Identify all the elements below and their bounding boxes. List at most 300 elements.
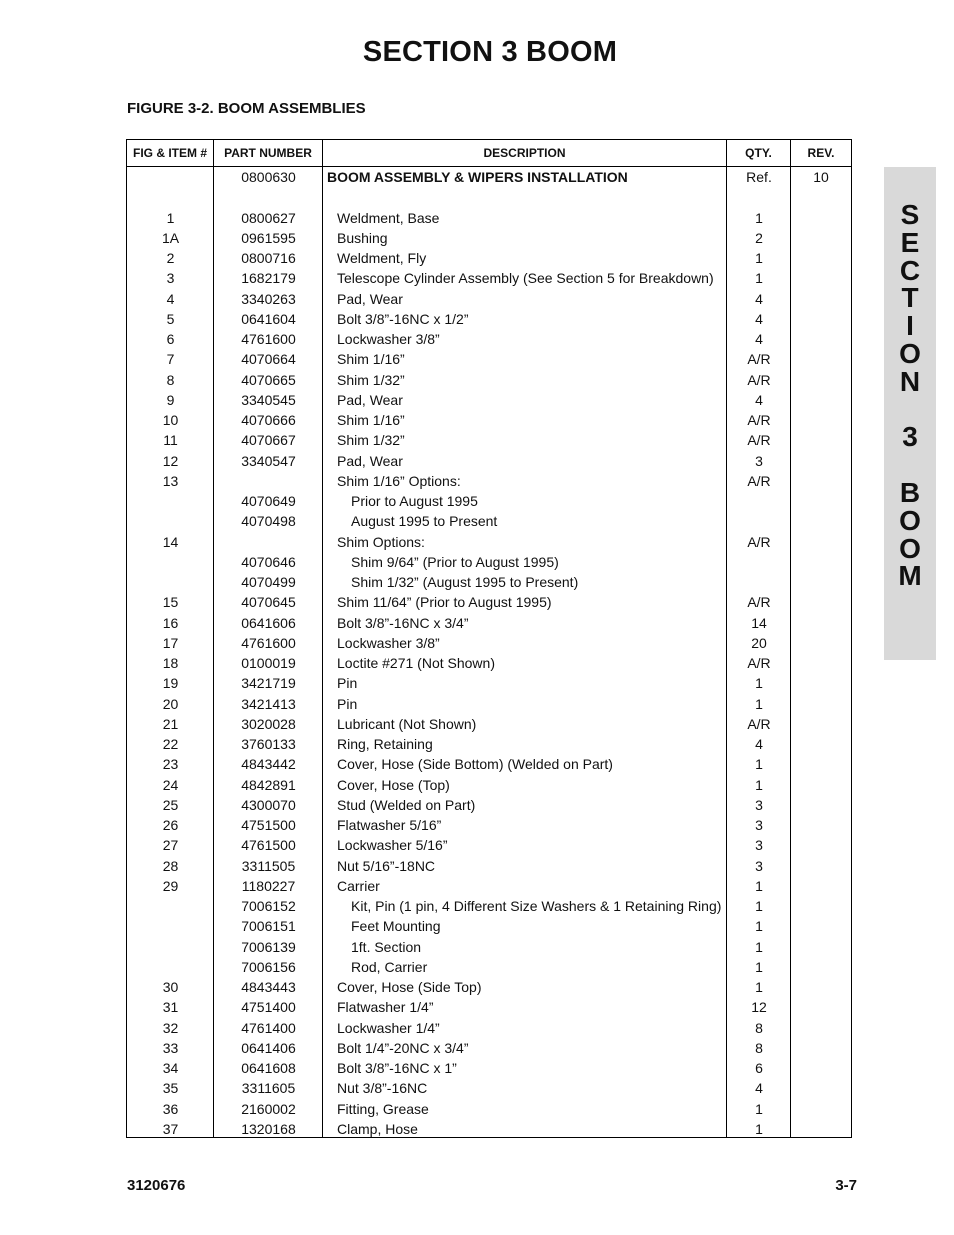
part-number-cell: 1320168 [241,1120,296,1137]
table-row [127,734,851,754]
table-row [127,795,851,815]
description-cell: Bolt 1/4”-20NC x 3/4” [337,1039,469,1056]
rev-cell [791,754,851,774]
description-cell: Shim 1/16” [337,412,405,428]
rev-cell [791,734,851,754]
qty-cell: 4 [755,391,763,408]
description-cell: Shim 11/64” (Prior to August 1995) [337,594,552,611]
column-divider [322,167,323,1137]
rev-cell [791,1099,851,1119]
item-number-cell: 13 [162,472,179,489]
table-row [127,511,851,531]
item-number-cell: 1 [166,209,175,226]
item-number-cell: 32 [162,1019,179,1036]
description-cell: Pad, Wear [337,391,403,408]
part-number-cell: 0800716 [241,250,296,266]
figure-title: FIGURE 3-2. BOOM ASSEMBLIES [127,100,366,117]
rev-cell [791,370,851,390]
section-tab [884,167,936,660]
rev-cell [791,653,851,673]
qty-cell: A/R [747,412,771,428]
description-cell: Weldment, Base [337,209,440,226]
rev-cell [791,248,851,268]
description-cell: Lockwasher 3/8” [337,331,440,347]
description-cell [323,187,727,207]
rev-cell [791,390,851,410]
table-row [127,957,851,977]
rev-cell [791,896,851,916]
item-number-cell [127,896,214,916]
item-number-cell: 18 [162,655,179,671]
rev-cell [791,957,851,977]
page-title: SECTION 3 BOOM [362,36,618,68]
item-number-cell: 7 [166,351,175,368]
table-row [127,471,851,491]
table-row [127,1038,851,1058]
description-cell: Flatwasher 1/4” [337,999,434,1016]
qty-cell: 1 [755,250,763,266]
qty-cell: 3 [755,452,763,469]
qty-cell: 8 [755,1039,763,1056]
qty-cell: A/R [747,715,771,732]
column-header-description: DESCRIPTION [323,140,727,166]
qty-cell: 3 [755,796,763,813]
qty-cell [727,491,791,511]
qty-cell: 3 [755,817,763,833]
item-number-cell: 22 [162,736,179,752]
qty-cell: 4 [755,1080,763,1097]
rev-cell [791,309,851,329]
item-number-cell: 21 [162,715,179,732]
item-number-cell: 3 [166,270,175,287]
part-number-cell: 1180227 [241,877,296,894]
item-number-cell: 24 [162,776,179,793]
qty-cell: 8 [755,1019,763,1036]
description-cell: Pad, Wear [337,290,403,307]
column-divider [213,167,214,1137]
description-cell: Cover, Hose (Top) [337,776,450,793]
rev-cell [791,1038,851,1058]
table-row [127,633,851,653]
section-tab-letter: N [899,365,921,397]
description-cell: Rod, Carrier [351,958,428,975]
part-number-cell: 7006139 [241,938,296,955]
qty-cell: 1 [755,1100,763,1117]
part-number-cell: 4070664 [241,351,296,368]
table-row [127,775,851,795]
rev-cell [791,511,851,531]
item-number-cell: 33 [162,1039,179,1056]
section-tab-letter: C [899,254,921,286]
rev-cell [791,876,851,896]
table-row [127,1058,851,1078]
item-number-cell: 30 [162,979,179,995]
description-cell: Loctite #271 (Not Shown) [337,655,495,671]
table-row [127,694,851,714]
rev-cell [791,997,851,1017]
rev-cell [791,613,851,633]
item-number-cell: 9 [166,391,175,408]
table-row [127,167,851,187]
rev-cell [791,289,851,309]
table-rows [127,167,851,1139]
section-tab-letter: B [899,476,921,508]
description-cell: Flatwasher 5/16” [337,817,442,833]
part-number-cell: 0800630 [241,169,296,185]
rev-cell [791,532,851,552]
section-tab-letter: O [899,532,921,564]
part-number-cell: 0961595 [241,229,296,246]
rev-cell [791,329,851,349]
table-row [127,592,851,612]
qty-cell: 4 [755,736,763,752]
description-cell: 1ft. Section [351,938,422,955]
description-cell: Pin [337,675,358,692]
part-number-cell: 4070667 [241,432,296,449]
item-number-cell: 20 [162,695,179,712]
table-row [127,289,851,309]
section-tab-letter: S [900,199,920,230]
description-cell: Nut 5/16”-18NC [337,857,436,874]
part-number-cell: 4070646 [241,553,296,570]
description-cell: Carrier [337,877,380,894]
item-number-cell [127,491,214,511]
part-number-cell: 4761500 [241,837,296,854]
section-tab-spacer [884,396,936,424]
description-cell: Shim 1/16” Options: [337,472,461,489]
item-number-cell: 2 [166,250,175,266]
description-cell: Shim 1/32” [337,371,405,388]
rev-cell [791,1058,851,1078]
rev-cell [791,187,851,207]
rev-cell [791,451,851,471]
table-body [127,167,851,1137]
description-cell: Bolt 3/8”-16NC x 1/2” [337,310,469,327]
rev-cell [791,208,851,228]
column-divider [790,167,791,1137]
section-tab-letter: I [906,310,914,342]
column-header-qty: QTY. [727,140,791,166]
rev-cell [791,1018,851,1038]
description-cell: Lubricant (Not Shown) [337,715,477,732]
qty-cell: A/R [747,594,771,611]
part-number-cell: 3340547 [241,452,296,469]
table-row [127,653,851,673]
table-row [127,1018,851,1038]
table-row [127,248,851,268]
description-cell: Ring, Retaining [337,736,433,752]
rev-cell [791,471,851,491]
item-number-cell [127,937,214,957]
qty-cell [727,511,791,531]
rev-cell [791,552,851,572]
rev-cell [791,694,851,714]
part-number-cell: 4761600 [241,634,296,651]
qty-cell [727,187,791,207]
rev-cell [791,410,851,430]
description-cell: Pin [337,695,358,712]
qty-cell: 4 [755,310,763,327]
part-number-cell: 1682179 [241,270,296,287]
qty-cell: 20 [751,634,767,651]
rev-cell [791,937,851,957]
part-number-cell: 4070649 [241,493,296,509]
table-row [127,1099,851,1119]
description-cell: Shim 1/32” (August 1995 to Present) [351,574,579,590]
part-number-cell: 4842891 [241,776,296,793]
part-number-cell: 0100019 [241,655,296,671]
description-cell: Shim Options: [337,533,425,550]
description-cell: Shim 9/64” (Prior to August 1995) [351,553,559,570]
description-cell: Prior to August 1995 [351,493,478,509]
table-row [127,208,851,228]
qty-cell: 1 [755,776,763,793]
part-number-cell: 0641406 [241,1039,296,1056]
description-cell: August 1995 to Present [351,513,498,530]
qty-cell: A/R [747,371,771,388]
description-cell: Stud (Welded on Part) [337,796,476,813]
table-row [127,896,851,916]
description-cell: Lockwasher 3/8” [337,634,440,651]
qty-cell: 1 [755,938,763,955]
qty-cell: 6 [755,1060,763,1076]
table-row [127,329,851,349]
table-row [127,754,851,774]
part-number-cell [214,471,323,491]
part-number-cell: 3020028 [241,715,296,732]
rev-cell [791,349,851,369]
part-number-cell: 4070666 [241,412,296,428]
part-number-cell: 7006151 [241,918,296,935]
part-number-cell: 3311505 [241,857,296,874]
part-number-cell: 0641604 [241,310,296,327]
table-row [127,228,851,248]
column-header-rev: REV. [807,146,835,160]
description-cell: Shim 1/32” [337,432,405,449]
description-cell: Bushing [337,229,388,246]
item-number-cell: 35 [162,1080,179,1097]
rev-cell [791,835,851,855]
table-row [127,451,851,471]
table-row [127,187,851,207]
rev-cell [791,228,851,248]
item-number-cell [127,187,214,207]
column-header-part-number: PART NUMBER [214,140,323,166]
table-row [127,876,851,896]
qty-cell: 1 [755,958,763,975]
description-cell: Fitting, Grease [337,1100,429,1117]
part-number-cell: 3421413 [241,695,296,712]
qty-cell: 1 [755,695,763,712]
description-cell: Clamp, Hose [337,1120,418,1137]
qty-cell: 3 [755,857,763,874]
description-cell: Telescope Cylinder Assembly (See Section 5 for Breakdown) [337,270,714,287]
qty-cell [727,572,791,592]
description-cell: Bolt 3/8”-16NC x 1” [337,1060,457,1076]
table-row [127,937,851,957]
section-tab-letter: E [900,226,920,258]
item-number-cell: 31 [162,999,179,1016]
qty-cell: 3 [755,837,763,854]
section-tab-letter: M [898,560,922,592]
section-tab-letter: T [901,282,919,314]
qty-cell: 1 [755,898,763,914]
item-number-cell: 11 [163,432,178,449]
rev-cell [791,775,851,795]
qty-cell: Ref. [746,169,772,185]
qty-cell: 1 [755,877,763,894]
description-cell: Lockwasher 5/16” [337,837,448,854]
section-tab-letter: 3 [902,421,918,453]
part-number-cell: 0641608 [241,1060,296,1076]
rev-cell [791,430,851,450]
description-cell: Kit, Pin (1 pin, 4 Different Size Washers & 1 Retaining Ring) [351,898,722,914]
qty-cell: 2 [755,229,763,246]
item-number-cell: 34 [162,1060,179,1076]
rev-cell [791,916,851,936]
table-row [127,349,851,369]
part-number-cell: 4751500 [241,817,296,833]
qty-cell: 12 [751,999,767,1016]
part-number-cell: 3760133 [241,736,296,752]
item-number-cell: 29 [162,877,179,894]
table-row [127,268,851,288]
qty-cell: 4 [755,331,763,347]
qty-cell: A/R [747,655,771,671]
section-tab-letter: O [899,504,921,536]
section-tab-letter: O [899,337,921,369]
qty-cell: 1 [755,1120,763,1137]
part-number-cell: 3311605 [241,1080,296,1097]
table-row [127,309,851,329]
part-number-cell: 7006156 [241,958,296,975]
description-cell: Cover, Hose (Side Top) [337,979,482,995]
item-number-cell [127,957,214,977]
part-number-cell: 0800627 [241,209,296,226]
qty-cell: 1 [755,979,763,995]
part-number-cell: 4300070 [241,796,296,813]
qty-cell: 1 [755,918,763,935]
description-cell: BOOM ASSEMBLY & WIPERS INSTALLATION [327,169,628,185]
table-row [127,552,851,572]
rev-cell [791,1119,851,1139]
qty-cell: 1 [755,209,763,226]
table-row [127,390,851,410]
item-number-cell: 4 [166,290,175,307]
item-number-cell: 15 [162,594,179,611]
qty-cell: 1 [755,675,763,692]
table-row [127,613,851,633]
part-number-cell: 4843443 [241,979,296,995]
qty-cell: A/R [747,432,771,449]
table-row [127,977,851,997]
table-row [127,916,851,936]
part-number-cell: 4761400 [241,1019,296,1036]
qty-cell: A/R [747,351,771,368]
parts-table [126,139,852,1138]
description-cell: Feet Mounting [351,918,441,935]
item-number-cell [127,167,214,187]
part-number-cell: 3421719 [241,675,296,692]
item-number-cell: 14 [162,533,179,550]
part-number-cell: 3340263 [241,290,296,307]
table-row [127,1078,851,1098]
description-cell: Pad, Wear [337,452,403,469]
part-number-cell: 3340545 [241,391,296,408]
qty-cell: 1 [755,270,763,287]
item-number-cell: 1A [161,229,180,246]
item-number-cell: 26 [162,817,179,833]
part-number-cell: 2160002 [241,1100,296,1117]
part-number-cell: 0641606 [241,614,296,631]
qty-cell: A/R [747,533,771,550]
item-number-cell [127,916,214,936]
rev-cell [791,856,851,876]
part-number-cell: 4070498 [241,513,296,530]
qty-cell: 4 [755,290,763,307]
table-row [127,835,851,855]
part-number-cell: 4070645 [241,594,296,611]
item-number-cell: 10 [162,412,179,428]
rev-cell [791,491,851,511]
document-number: 3120676 [127,1177,186,1194]
rev-cell [791,795,851,815]
rev-cell [791,268,851,288]
table-header [127,140,851,167]
item-number-cell: 6 [166,331,175,347]
rev-cell [791,815,851,835]
table-row [127,532,851,552]
item-number-cell [127,511,214,531]
page-number: 3-7 [835,1177,857,1194]
rev-cell [791,977,851,997]
table-row [127,410,851,430]
rev-cell [791,1078,851,1098]
description-cell: Shim 1/16” [337,351,405,368]
item-number-cell: 23 [162,756,179,773]
description-cell: Cover, Hose (Side Bottom) (Welded on Part) [337,756,613,773]
item-number-cell [127,572,214,592]
table-row [127,370,851,390]
table-row [127,572,851,592]
section-tab-label [884,201,936,590]
table-row [127,1119,851,1139]
item-number-cell: 5 [166,310,175,327]
rev-cell [791,673,851,693]
part-number-cell [214,532,323,552]
part-number-cell [214,187,323,207]
table-row [127,714,851,734]
table-row [127,815,851,835]
rev-cell: 10 [813,169,829,185]
item-number-cell: 28 [162,857,179,874]
qty-cell: A/R [747,472,771,489]
section-tab-spacer [884,451,936,479]
rev-cell [791,633,851,653]
item-number-cell: 27 [162,837,179,854]
column-divider [726,167,727,1137]
qty-cell [727,552,791,572]
qty-cell: 1 [755,756,763,773]
qty-cell: 14 [751,614,767,631]
part-number-cell: 7006152 [241,898,296,914]
item-number-cell: 37 [162,1120,179,1137]
part-number-cell: 4070499 [241,574,296,590]
rev-cell [791,714,851,734]
column-header-item: FIG & ITEM # [127,140,214,166]
part-number-cell: 4761600 [241,331,296,347]
description-cell: Weldment, Fly [337,250,427,266]
